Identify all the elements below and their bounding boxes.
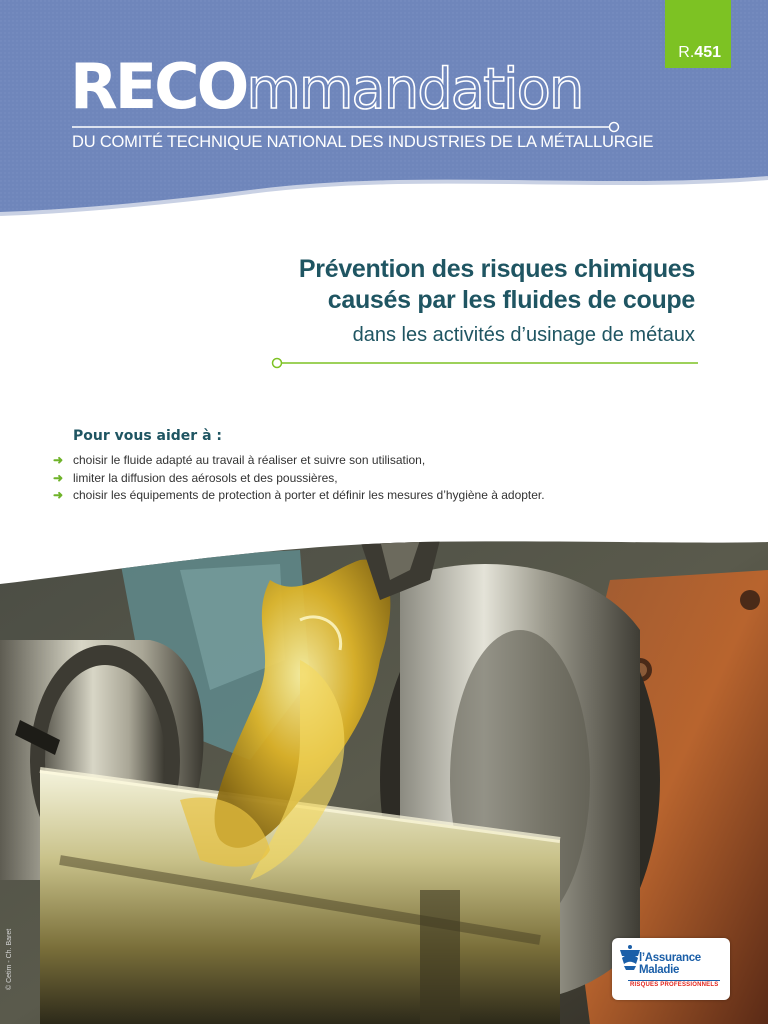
logo-tagline: RISQUES PROFESSIONNELS bbox=[630, 982, 719, 988]
brand-title-bold: RECO bbox=[70, 50, 247, 123]
help-item-text: limiter la diffusion des aérosols et des poussières, bbox=[73, 470, 338, 485]
logo-line1: l’Assurance bbox=[639, 952, 701, 964]
committee-subtitle: DU COMITÉ TECHNIQUE NATIONAL DES INDUSTRIES DE LA MÉTALLURGIE bbox=[72, 133, 654, 151]
document-subtitle: dans les activités d’usinage de métaux bbox=[352, 324, 695, 346]
logo-line2: Maladie bbox=[639, 964, 680, 976]
document-title-line1: Prévention des risques chimiques bbox=[298, 255, 695, 283]
document-title bbox=[299, 254, 695, 316]
reference-prefix: R. bbox=[678, 44, 695, 61]
document-title-line2: causés par les fluides de coupe bbox=[327, 286, 695, 314]
photo-credit: © Cetim - Ch. Baret bbox=[6, 928, 13, 990]
arrow-right-icon: ➜ bbox=[53, 453, 64, 467]
assurance-maladie-logo bbox=[612, 938, 730, 1000]
green-divider bbox=[270, 356, 698, 370]
help-list bbox=[53, 452, 545, 505]
help-item-text: choisir le fluide adapté au travail à réaliser et suivre son utilisation, bbox=[73, 453, 426, 467]
reference-number: 451 bbox=[694, 44, 721, 61]
arrow-right-icon: ➜ bbox=[53, 488, 64, 502]
help-list-item bbox=[53, 487, 545, 505]
arrow-right-icon: ➜ bbox=[53, 470, 64, 485]
help-heading: Pour vous aider à : bbox=[73, 428, 223, 444]
header-band bbox=[0, 0, 768, 240]
help-list-item bbox=[53, 470, 545, 488]
help-list-item bbox=[53, 452, 545, 470]
reference-badge bbox=[665, 0, 731, 68]
brand-title-outline: mmandation bbox=[246, 57, 583, 122]
brand-title bbox=[70, 50, 583, 123]
help-item-text: choisir les équipements de protection à porter et définir les mesures d’hygiène à adopter. bbox=[73, 488, 545, 502]
logo-divider bbox=[628, 980, 720, 981]
